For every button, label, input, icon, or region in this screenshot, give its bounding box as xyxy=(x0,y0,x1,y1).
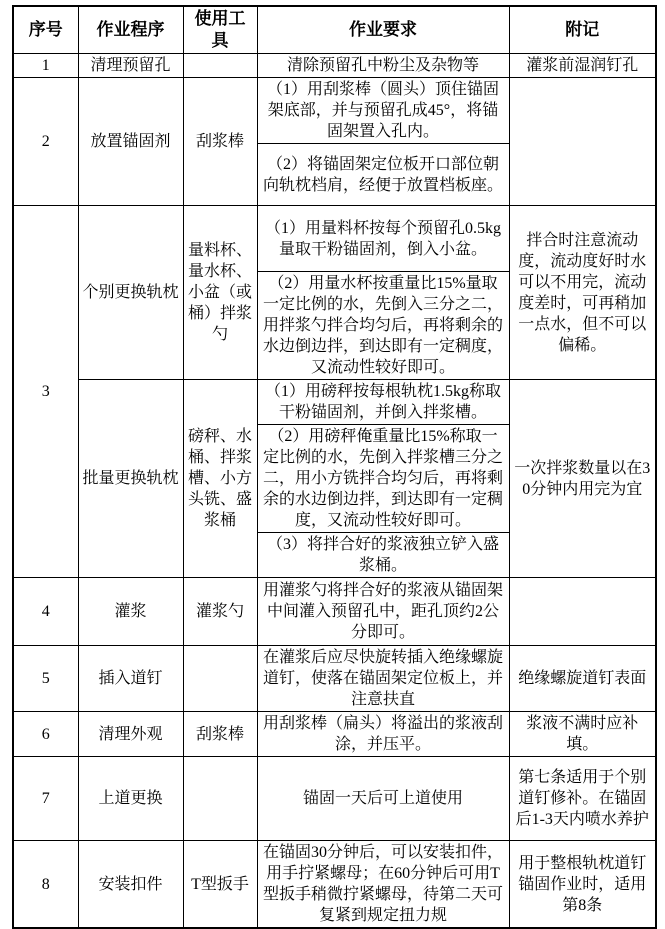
notes-cell: 灌浆前湿润钉孔 xyxy=(509,54,656,78)
seq-cell: 2 xyxy=(13,78,78,206)
requirement-cell: （1）用量料杯按每个预留孔0.5kg量取干粉锚固剂，倒入小盆。 xyxy=(257,206,509,272)
header-tools: 使用工具 xyxy=(183,6,257,54)
procedure-cell: 插入道钉 xyxy=(78,646,183,712)
tools-cell: 量料杯、量水杯、小盆（或桶）拌浆勺 xyxy=(183,206,257,380)
tools-cell: 磅秤、水桶、拌浆槽、小方头铣、盛浆桶 xyxy=(183,380,257,578)
notes-cell: 绝缘螺旋道钉表面 xyxy=(509,646,656,712)
procedure-cell: 清理外观 xyxy=(78,712,183,757)
table-row xyxy=(13,380,656,425)
requirement-cell: （2）用量水杯按重量比15%量取一定比例的水，先倒入三分之二，用拌浆勺拌合均匀后，再将剩余的水边倒边拌，到达即有一定稠度，又流动性较好即可。 xyxy=(257,272,509,380)
requirement-cell: 锚固一天后可上道使用 xyxy=(257,757,509,841)
tools-cell xyxy=(183,54,257,78)
header-notes: 附记 xyxy=(509,6,656,54)
requirement-cell: 用刮浆棒（扁头）将溢出的浆液刮涂，并压平。 xyxy=(257,712,509,757)
procedure-cell: 上道更换 xyxy=(78,757,183,841)
work-procedure-table xyxy=(12,5,657,929)
procedure-cell: 放置锚固剂 xyxy=(78,78,183,206)
procedure-cell: 灌浆 xyxy=(78,578,183,646)
requirement-cell: 用灌浆勺将拌合好的浆液从锚固架中间灌入预留孔中，距孔顶约2公分即可。 xyxy=(257,578,509,646)
notes-cell xyxy=(509,578,656,646)
requirement-cell: 清除预留孔中粉尘及杂物等 xyxy=(257,54,509,78)
header-procedure: 作业程序 xyxy=(78,6,183,54)
tools-cell xyxy=(183,757,257,841)
requirement-cell: （1）用刮浆棒（圆头）顶住锚固架底部，并与预留孔成45°，将锚固架置入孔内。 xyxy=(257,78,509,144)
procedure-cell: 个别更换轨枕 xyxy=(78,206,183,380)
seq-cell: 8 xyxy=(13,841,78,929)
procedure-cell: 清理预留孔 xyxy=(78,54,183,78)
seq-cell: 6 xyxy=(13,712,78,757)
header-requirements: 作业要求 xyxy=(257,6,509,54)
notes-cell: 第七条适用于个别道钉修补。在锚固后1-3天内喷水养护 xyxy=(509,757,656,841)
seq-cell: 3 xyxy=(13,206,78,578)
seq-cell: 4 xyxy=(13,578,78,646)
procedure-cell: 安装扣件 xyxy=(78,841,183,929)
notes-cell xyxy=(509,78,656,206)
seq-cell: 7 xyxy=(13,757,78,841)
tools-cell: T型扳手 xyxy=(183,841,257,929)
requirement-cell: 在灌浆后应尽快旋转插入绝缘螺旋道钉，使落在锚固架定位板上，并注意扶直 xyxy=(257,646,509,712)
table-row xyxy=(13,78,656,144)
table-row xyxy=(13,578,656,646)
notes-cell: 拌合时注意流动度，流动度好时水可以不用完，流动度差时，可再稍加一点水，但不可以偏稀。 xyxy=(509,206,656,380)
table-row xyxy=(13,712,656,757)
requirement-cell: （3）将拌合好的浆液独立铲入盛浆桶。 xyxy=(257,533,509,578)
table-row xyxy=(13,646,656,712)
header-seq: 序号 xyxy=(13,6,78,54)
notes-cell: 一次拌浆数量以在30分钟内用完为宜 xyxy=(509,380,656,578)
procedure-cell: 批量更换轨枕 xyxy=(78,380,183,578)
table-row xyxy=(13,841,656,929)
requirement-cell: （2）用磅秤俺重量比15%称取一定比例的水，先倒入拌浆槽三分之二，用小方铣拌合均匀后，再将剩余的水边倒边拌，到达即有一定稠度，又流动性较好即可。 xyxy=(257,425,509,533)
table-row xyxy=(13,206,656,272)
notes-cell: 用于整根轨枕道钉锚固作业时，适用第8条 xyxy=(509,841,656,929)
seq-cell: 5 xyxy=(13,646,78,712)
requirement-cell: （2）将锚固架定位板开口部位朝向轨枕档肩，经便于放置档板座。 xyxy=(257,144,509,206)
tools-cell: 刮浆棒 xyxy=(183,712,257,757)
table-row xyxy=(13,54,656,78)
requirement-cell: 在锚固30分钟后，可以安装扣件，用手拧紧螺母；在60分钟后可用T型扳手稍微拧紧螺母，待第二天可复紧到规定扭力规 xyxy=(257,841,509,929)
tools-cell: 灌浆勺 xyxy=(183,578,257,646)
requirement-cell: （1）用磅秤按每根轨枕1.5kg称取干粉锚固剂，并倒入拌浆槽。 xyxy=(257,380,509,425)
header-row xyxy=(13,6,656,54)
seq-cell: 1 xyxy=(13,54,78,78)
tools-cell: 刮浆棒 xyxy=(183,78,257,206)
notes-cell: 浆液不满时应补填。 xyxy=(509,712,656,757)
tools-cell xyxy=(183,646,257,712)
table-row xyxy=(13,757,656,841)
